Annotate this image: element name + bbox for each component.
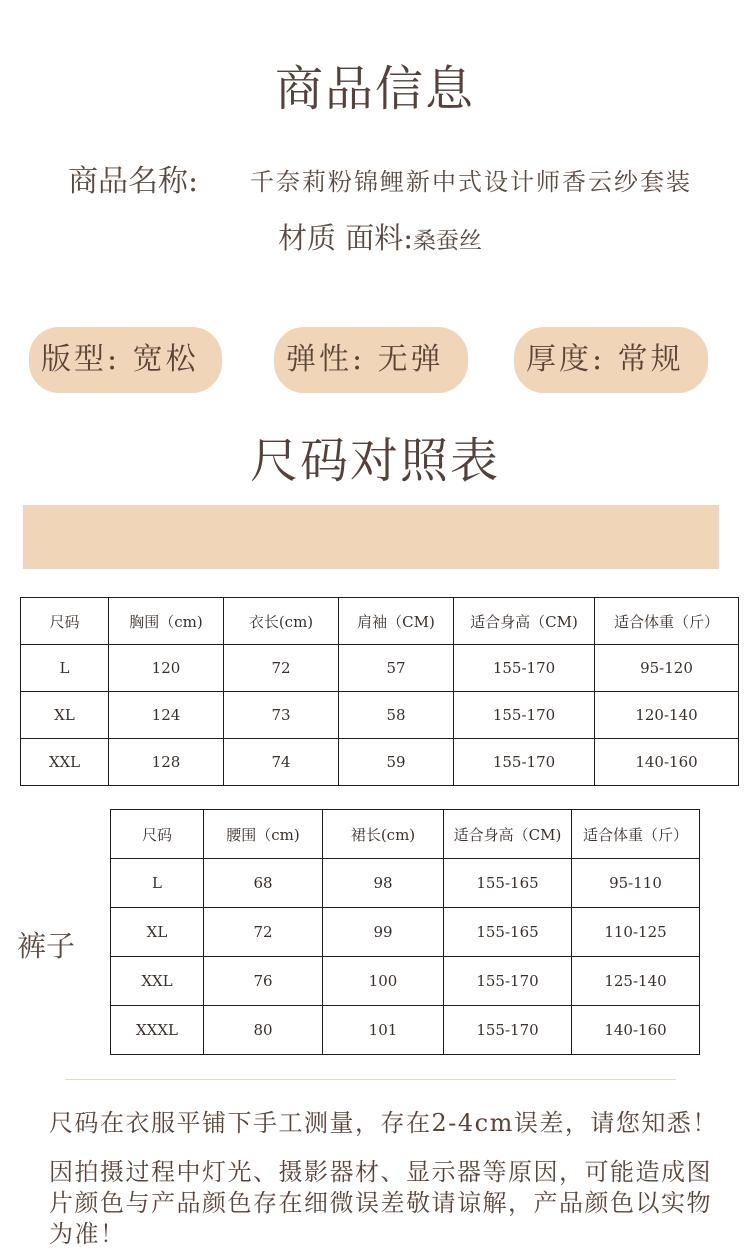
top-size-table xyxy=(20,597,739,786)
table-cell: 120 xyxy=(109,645,224,692)
divider xyxy=(65,1079,676,1080)
product-name-label: 商品名称: xyxy=(68,164,199,199)
table-row xyxy=(21,692,739,739)
table-cell: 110-125 xyxy=(572,908,700,957)
product-name-value: 千奈莉粉锦鲤新中式设计师香云纱套装 xyxy=(250,168,692,196)
table-header-row xyxy=(111,810,700,859)
table-cell: L xyxy=(111,859,204,908)
table-row xyxy=(111,908,700,957)
table-cell: 73 xyxy=(224,692,339,739)
table-cell: 155-170 xyxy=(454,645,595,692)
table-cell: 124 xyxy=(109,692,224,739)
table-row xyxy=(21,645,739,692)
table-cell: 155-170 xyxy=(454,739,595,786)
header-cell: 尺码 xyxy=(111,810,204,859)
elasticity-badge: 弹性: 无弹 xyxy=(274,327,468,393)
table-cell: 59 xyxy=(339,739,454,786)
fit-badge: 版型: 宽松 xyxy=(29,327,222,393)
material-label: 材质 面料: xyxy=(278,221,413,255)
table-cell: XL xyxy=(111,908,204,957)
size-chart-title: 尺码对照表 xyxy=(249,433,500,489)
table-cell: 76 xyxy=(204,957,323,1006)
table-header-row xyxy=(21,598,739,645)
color-disclaimer: 因拍摄过程中灯光、摄影器材、显示器等原因，可能造成图片颜色与产品颜色存在细微误差敬请谅解，产品颜色以实物为准！ xyxy=(49,1158,712,1248)
table-row xyxy=(21,739,739,786)
table-cell: 140-160 xyxy=(595,739,739,786)
table-cell: 140-160 xyxy=(572,1006,700,1055)
header-cell: 尺码 xyxy=(21,598,109,645)
header-cell: 衣长(cm) xyxy=(224,598,339,645)
table-cell: 98 xyxy=(323,859,444,908)
header-cell: 适合身高（CM) xyxy=(454,598,595,645)
table-cell: 58 xyxy=(339,692,454,739)
header-cell: 适合体重（斤） xyxy=(572,810,700,859)
header-cell: 腰围（cm) xyxy=(204,810,323,859)
table-cell: 57 xyxy=(339,645,454,692)
table-cell: XXL xyxy=(21,739,109,786)
header-cell: 肩袖（CM) xyxy=(339,598,454,645)
table-cell: 155-170 xyxy=(444,957,572,1006)
table-cell: 155-170 xyxy=(454,692,595,739)
page-title: 商品信息 xyxy=(274,61,475,117)
pants-label: 裤子 xyxy=(17,929,76,963)
table-row xyxy=(111,859,700,908)
table-cell: XL xyxy=(21,692,109,739)
table-cell: 95-120 xyxy=(595,645,739,692)
table-cell: 120-140 xyxy=(595,692,739,739)
table-cell: 95-110 xyxy=(572,859,700,908)
header-cell: 胸围（cm) xyxy=(109,598,224,645)
table-cell: XXL xyxy=(111,957,204,1006)
table-cell: 155-170 xyxy=(444,1006,572,1055)
table-cell: 74 xyxy=(224,739,339,786)
table-cell: 68 xyxy=(204,859,323,908)
table-cell: L xyxy=(21,645,109,692)
header-cell: 裙长(cm) xyxy=(323,810,444,859)
table-cell: 128 xyxy=(109,739,224,786)
table-cell: 100 xyxy=(323,957,444,1006)
table-row xyxy=(111,957,700,1006)
thickness-badge: 厚度: 常规 xyxy=(514,327,708,393)
table-cell: XXXL xyxy=(111,1006,204,1055)
decorative-band xyxy=(23,505,719,569)
table-row xyxy=(111,1006,700,1055)
header-cell: 适合体重（斤） xyxy=(595,598,739,645)
material-value: 桑蚕丝 xyxy=(413,228,482,254)
pants-size-table xyxy=(110,809,700,1055)
header-cell: 适合身高（CM) xyxy=(444,810,572,859)
table-cell: 80 xyxy=(204,1006,323,1055)
table-cell: 99 xyxy=(323,908,444,957)
table-cell: 155-165 xyxy=(444,908,572,957)
table-cell: 101 xyxy=(323,1006,444,1055)
material-line xyxy=(0,216,750,257)
table-cell: 155-165 xyxy=(444,859,572,908)
measurement-note: 尺码在衣服平铺下手工测量，存在2-4cm误差，请您知悉！ xyxy=(49,1109,718,1137)
table-cell: 72 xyxy=(204,908,323,957)
table-cell: 72 xyxy=(224,645,339,692)
table-cell: 125-140 xyxy=(572,957,700,1006)
